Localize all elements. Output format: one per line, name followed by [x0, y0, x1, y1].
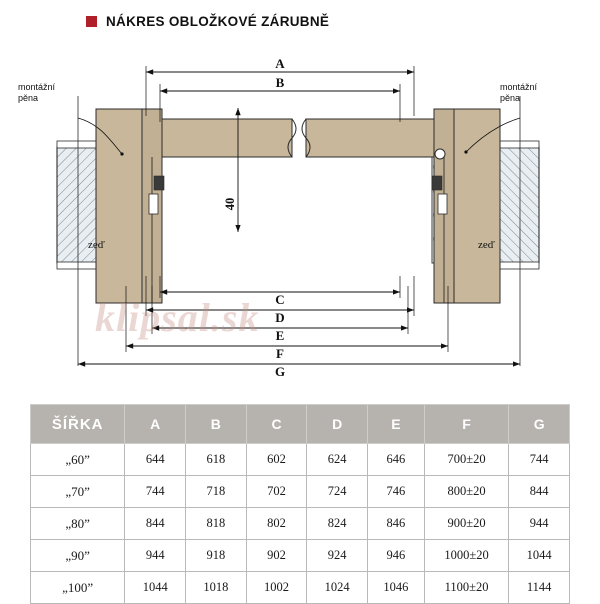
cell-b: 618 — [186, 444, 247, 476]
col-header-sirka: ŠÍŘKA — [31, 405, 125, 444]
table-header-row — [31, 405, 570, 444]
dimension-g — [78, 364, 520, 379]
svg-text:F: F — [276, 346, 284, 361]
cell-e: 646 — [367, 444, 424, 476]
cell-d: 624 — [307, 444, 368, 476]
table-row — [31, 540, 570, 572]
dimension-e — [152, 328, 408, 343]
spec-table-body — [31, 444, 570, 604]
cell-b: 918 — [186, 540, 247, 572]
cell-c: 602 — [246, 444, 307, 476]
callout-foam-left-line1: montážní — [18, 82, 56, 92]
col-header-g: G — [509, 405, 570, 444]
col-header-d: D — [307, 405, 368, 444]
cell-c: 802 — [246, 508, 307, 540]
bullet-icon — [86, 16, 97, 27]
dimension-b — [160, 75, 400, 122]
cell-e: 846 — [367, 508, 424, 540]
cell-f: 1100±20 — [424, 572, 508, 604]
svg-text:E: E — [275, 328, 285, 343]
door-casing — [96, 109, 500, 303]
callout-foam-left-line2: pěna — [18, 93, 39, 103]
cell-width: „80” — [31, 508, 125, 540]
callout-foam-right-line2: pěna — [500, 93, 521, 103]
hinge-pin-icon — [435, 149, 445, 159]
cell-b: 818 — [186, 508, 247, 540]
cell-f: 700±20 — [424, 444, 508, 476]
col-header-b: B — [186, 405, 247, 444]
cell-c: 902 — [246, 540, 307, 572]
table-row — [31, 476, 570, 508]
svg-text:B: B — [275, 75, 285, 90]
cell-a: 944 — [125, 540, 186, 572]
cell-width: „90” — [31, 540, 125, 572]
cell-c: 702 — [246, 476, 307, 508]
table-row — [31, 508, 570, 540]
svg-text:40: 40 — [223, 197, 237, 211]
watermark: klipsal.sk — [95, 295, 260, 340]
callout-foam-left — [18, 82, 55, 104]
wall-label-right: zeď — [478, 239, 495, 251]
dimension-c — [160, 292, 400, 307]
cell-width: „100” — [31, 572, 125, 604]
cell-e: 946 — [367, 540, 424, 572]
cell-b: 718 — [186, 476, 247, 508]
cell-g: 1144 — [509, 572, 570, 604]
col-header-c: C — [246, 405, 307, 444]
extension-lines — [126, 276, 448, 352]
cell-e: 746 — [367, 476, 424, 508]
table-row — [31, 444, 570, 476]
cell-width: „60” — [31, 444, 125, 476]
cell-a: 844 — [125, 508, 186, 540]
cell-f: 900±20 — [424, 508, 508, 540]
cell-g: 844 — [509, 476, 570, 508]
cell-c: 1002 — [246, 572, 307, 604]
wall-label-left: zeď — [88, 239, 105, 251]
cell-width: „70” — [31, 476, 125, 508]
cell-g: 944 — [509, 508, 570, 540]
col-header-a: A — [125, 405, 186, 444]
cell-a: 744 — [125, 476, 186, 508]
svg-text:C: C — [275, 292, 285, 307]
cell-b: 1018 — [186, 572, 247, 604]
cell-g: 1044 — [509, 540, 570, 572]
cell-d: 824 — [307, 508, 368, 540]
svg-text:D: D — [275, 310, 285, 325]
callout-foam-right-line1: montážní — [500, 82, 538, 92]
page-title — [86, 14, 329, 29]
cell-e: 1046 — [367, 572, 424, 604]
svg-text:G: G — [274, 364, 286, 379]
dimension-f — [126, 346, 448, 361]
spec-table — [30, 404, 570, 604]
cell-a: 644 — [125, 444, 186, 476]
cell-d: 1024 — [307, 572, 368, 604]
cell-f: 1000±20 — [424, 540, 508, 572]
cell-g: 744 — [509, 444, 570, 476]
spec-table-head — [31, 405, 570, 444]
table-row — [31, 572, 570, 604]
spec-table-wrapper — [30, 404, 570, 604]
cell-d: 724 — [307, 476, 368, 508]
cell-a: 1044 — [125, 572, 186, 604]
cell-f: 800±20 — [424, 476, 508, 508]
cell-d: 924 — [307, 540, 368, 572]
col-header-e: E — [367, 405, 424, 444]
page-title-text: NÁKRES OBLOŽKOVÉ ZÁRUBNĚ — [106, 14, 330, 29]
svg-text:A: A — [275, 56, 285, 71]
dimension-d — [146, 310, 414, 325]
col-header-f: F — [424, 405, 508, 444]
callout-foam-right — [500, 82, 537, 104]
